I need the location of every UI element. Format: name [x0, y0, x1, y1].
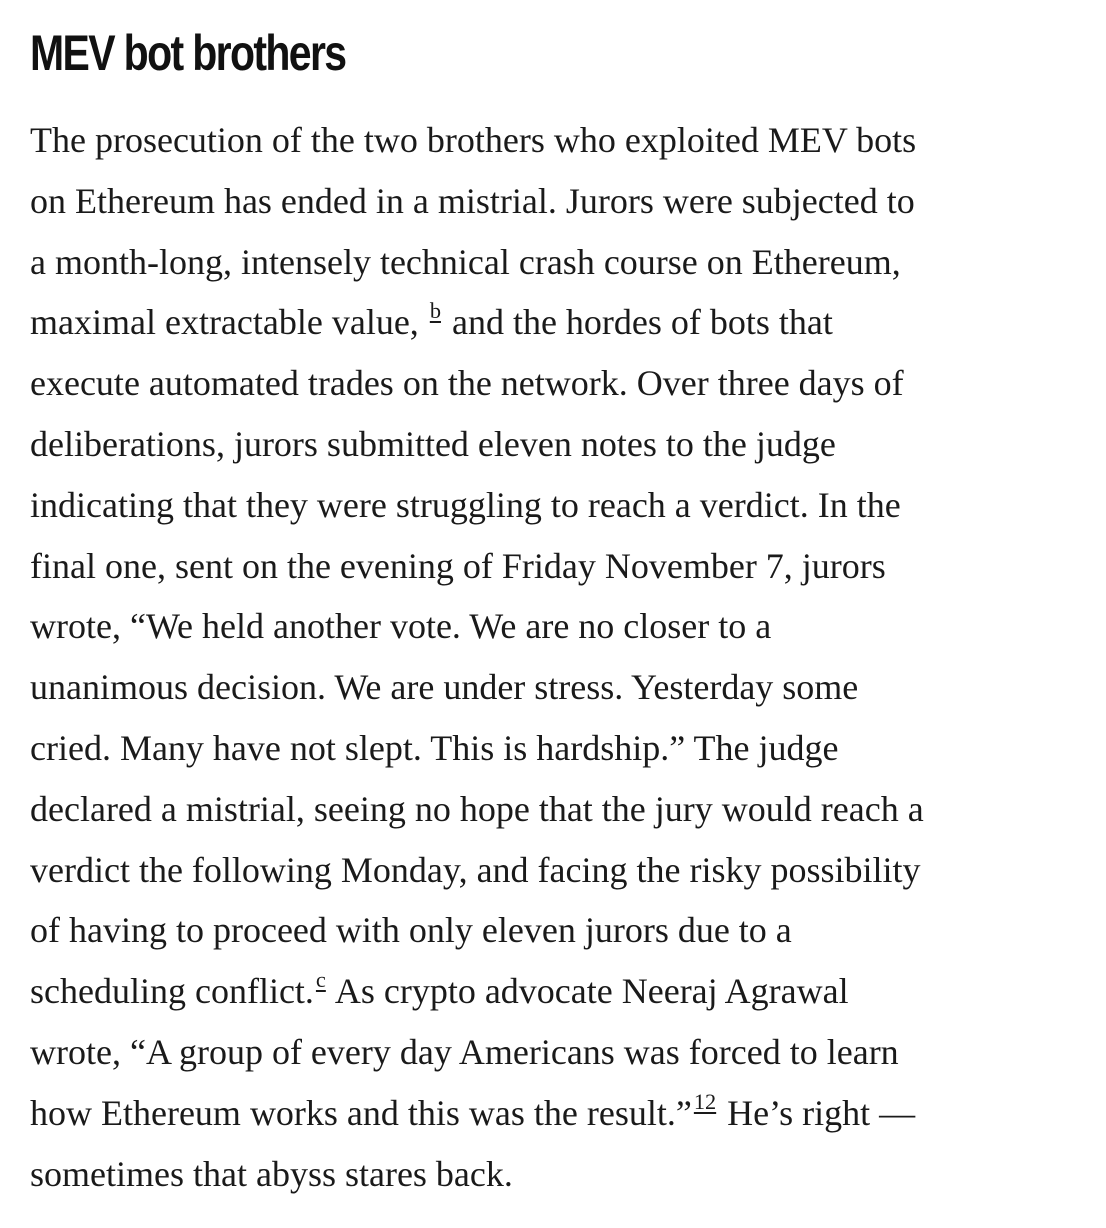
- footnote-link-b[interactable]: b: [429, 298, 441, 324]
- body-line: declared a mistrial, seeing no hope that the jury would reach a: [30, 788, 924, 829]
- body-line: The prosecution of the two brothers who exploited MEV bots: [30, 120, 917, 160]
- body-line: of having to proceed with only eleven jurors due to a: [30, 910, 792, 951]
- body-line: execute automated trades on the network. Over three days of: [30, 363, 904, 404]
- body-line: a month-long, intensely technical crash course on Ethereum,: [30, 241, 901, 282]
- section-body: [30, 110, 1080, 1204]
- body-text-segment: how Ethereum works and this was the result.”: [30, 1092, 692, 1133]
- body-line: verdict the following Monday, and facing the risky possibility: [30, 849, 921, 890]
- article-section: [30, 18, 1080, 1204]
- body-line: final one, sent on the evening of Friday November 7, jurors: [30, 545, 886, 586]
- footnote-link-12[interactable]: 12: [693, 1088, 717, 1114]
- body-line: indicating that they were struggling to reach a verdict. In the: [30, 484, 901, 525]
- body-text-segment: maximal extractable value,: [30, 302, 428, 343]
- footnote-link-c[interactable]: c: [315, 967, 326, 993]
- body-text-segment: As crypto advocate Neeraj Agrawal: [334, 971, 849, 1012]
- body-line: sometimes that abyss stares back.: [30, 1153, 513, 1194]
- body-text-segment: and the hordes of bots that: [451, 302, 833, 343]
- body-line: on Ethereum has ended in a mistrial. Jurors were subjected to: [30, 180, 915, 221]
- section-heading: MEV bot brothers: [30, 25, 346, 81]
- body-line: unanimous decision. We are under stress. Yesterday some: [30, 667, 859, 708]
- body-line: [30, 1083, 1080, 1144]
- body-line: [30, 292, 1080, 353]
- body-line: wrote, “A group of every day Americans was forced to learn: [30, 1031, 899, 1072]
- body-line: deliberations, jurors submitted eleven notes to the judge: [30, 423, 836, 464]
- body-text-segment: He’s right —: [727, 1092, 916, 1133]
- body-line: [30, 961, 1080, 1022]
- body-line: wrote, “We held another vote. We are no closer to a: [30, 606, 772, 647]
- body-text-segment: scheduling conflict.: [30, 971, 314, 1012]
- body-line: cried. Many have not slept. This is hardship.” The judge: [30, 727, 839, 768]
